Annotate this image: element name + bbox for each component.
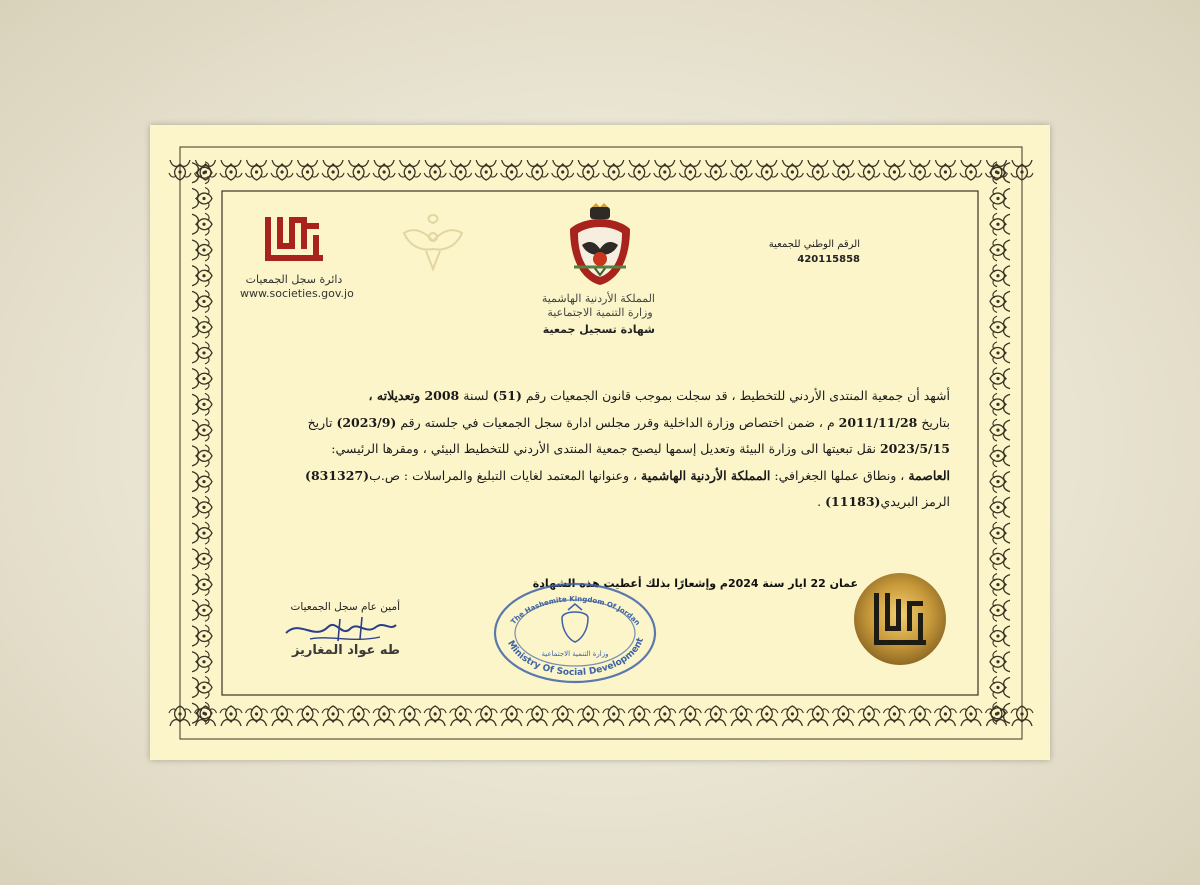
ministry-name: وزارة التنمية الاجتماعية — [547, 306, 653, 319]
law-year: 2008 — [424, 388, 460, 403]
body-line-5: الرمز البريدي(11183) . — [817, 494, 950, 509]
societies-mark-icon — [259, 213, 329, 265]
signer-title: أمين عام سجل الجمعيات — [290, 601, 400, 613]
national-number-value: 420115858 — [797, 254, 860, 265]
stamp-bottom-text: Ministry Of Social Development — [505, 636, 647, 679]
session-date: 2023/5/15 — [879, 441, 950, 456]
faded-eagle-emblem-icon — [398, 207, 468, 277]
stamp-top-text: The Hashemite Kingdom Of Jordan — [509, 595, 642, 628]
national-number-label: الرقم الوطني للجمعية — [768, 239, 860, 250]
body-line-3: 2023/5/15 نقل تبعيتها الى وزارة البيئة وتعديل إسمها ليصبح جمعية المنتدى الأردني للتخطيط البيئي ، ومقرها الرئيسي: — [331, 441, 950, 456]
jordan-coat-of-arms-icon — [564, 203, 636, 288]
signer-block — [250, 601, 400, 658]
body-line-1: أشهد أن جمعية المنتدى الأردني للتخطيط ، قد سجلت بموجب قانون الجمعيات رقم (51) لسنة 2008 وتعديلاته ، — [368, 388, 950, 403]
po-box: (831327) — [305, 467, 370, 483]
department-name: دائرة سجل الجمعيات — [245, 273, 343, 286]
header-crest-block — [541, 203, 655, 336]
geographic-scope: المملكة الأردنية الهاشمية — [641, 467, 771, 483]
handwritten-signature-icon — [280, 613, 400, 647]
body-line-2: بتاريخ 2011/11/28 م ، ضمن اختصاص وزارة الداخلية وقرر مجلس ادارة سجل الجمعيات في جلسته رقم (2023/9) تاريخ — [307, 414, 950, 430]
postal-code: (11183) — [825, 494, 881, 509]
session-number: (2023/9) — [336, 414, 397, 430]
societies-department-logo — [240, 213, 354, 300]
body-line-4: العاصمة ، ونطاق عملها الجغرافي: المملكة الأردنية الهاشمية ، وعنوانها المعتمد لغايات التبليغ والمراسلات : ص.ب(831327) — [305, 467, 950, 483]
certificate-body — [238, 383, 950, 516]
certificate-title: شهادة تسجيل جمعية — [542, 323, 655, 336]
signer-name: طه عواد المغاريز — [291, 643, 400, 658]
svg-text:The Hashemite Kingdom Of Jorda — [509, 595, 641, 627]
certificate-paper — [150, 125, 1050, 760]
kingdom-name: المملكة الأردنية الهاشمية — [541, 292, 655, 305]
department-url: www.societies.gov.jo — [240, 287, 354, 300]
registration-date: 2011/11/28 — [838, 414, 918, 430]
law-number: (51) — [492, 388, 522, 403]
stamp-arabic-text: وزارة التنمية الاجتماعية — [541, 650, 609, 658]
hologram-seal-icon — [852, 571, 948, 667]
closing-statement: عمان 22 ايار سنة 2024م وإشعارًا بذلك أعطيت هذه الشهادة — [532, 577, 858, 590]
national-number-block — [769, 239, 860, 265]
ministry-stamp — [490, 580, 660, 685]
headquarters: العاصمة — [908, 467, 950, 483]
